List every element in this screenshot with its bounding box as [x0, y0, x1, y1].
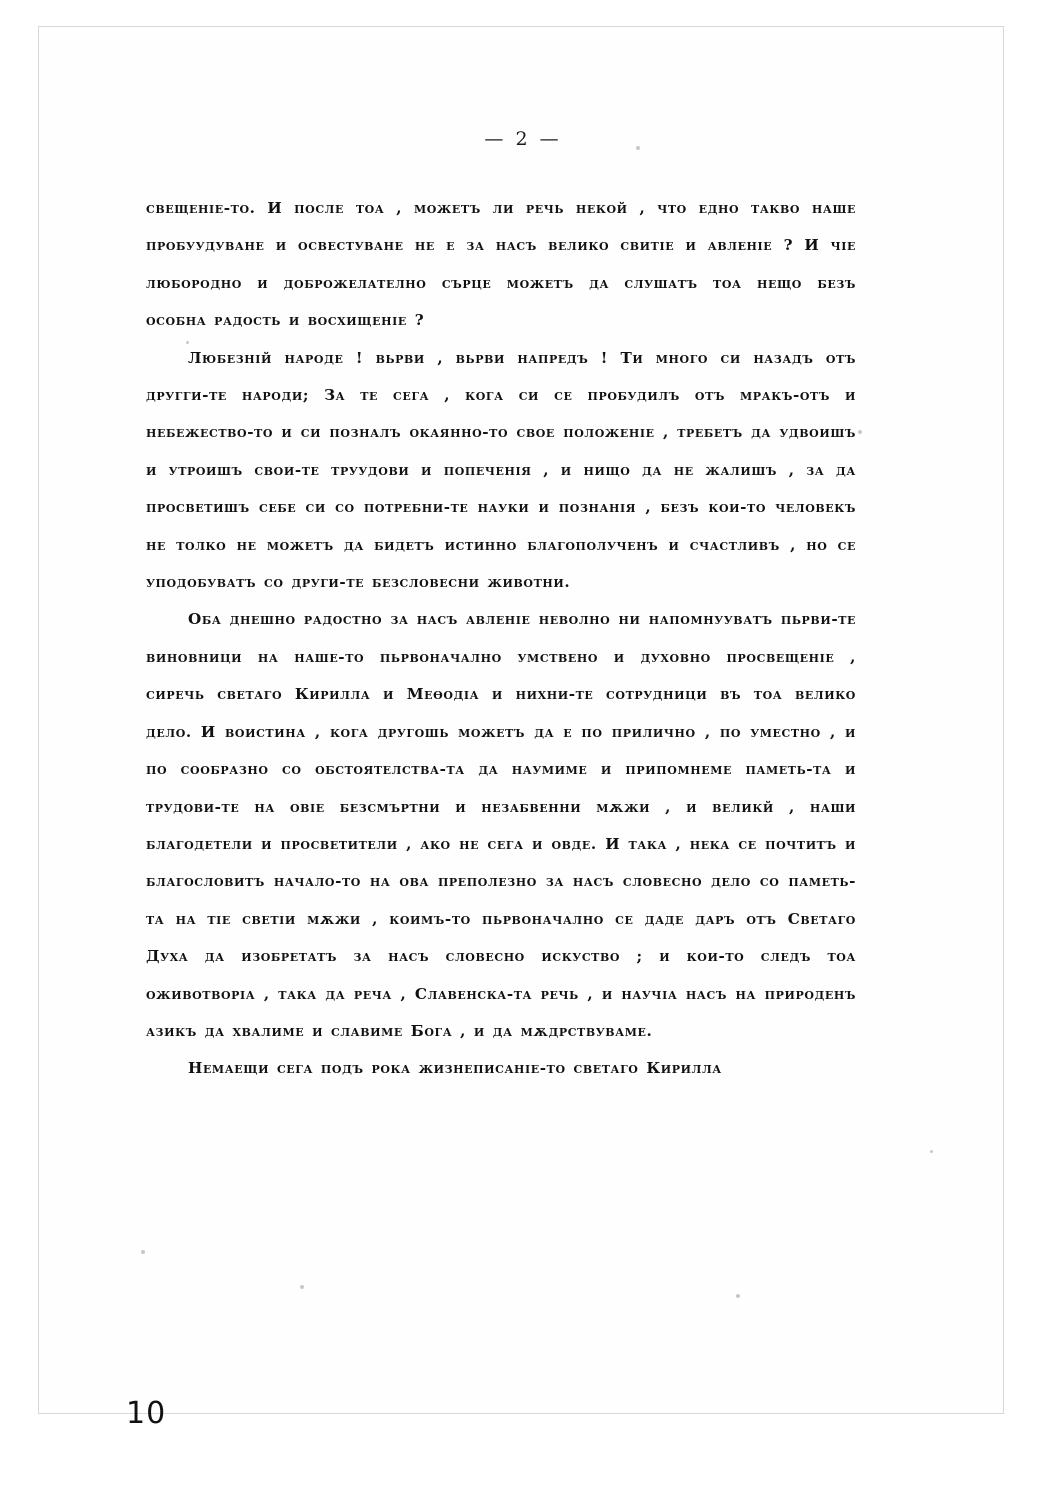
paragraph: свещеніе-то. И после тоа , можетъ ли речь некой , что едно такво наше пробуудуване и освестуване не е за насъ велико свитіе и авленіе ? И чіе любородно и доброжелателно сърце можетъ да слушатъ тоа нещо безъ особна радость и восхищеніе ? [146, 199, 856, 330]
folio-number: 10 [126, 1396, 167, 1431]
scan-speck [736, 1294, 740, 1298]
scan-speck [186, 341, 189, 344]
scan-speck [141, 1250, 145, 1254]
scan-speck [636, 146, 640, 150]
scan-speck [930, 1150, 933, 1153]
paragraph: Немаещи сега подъ рока жизнеписаніе-то светаго Кирилла [188, 1059, 722, 1078]
paragraph: Оба днешно радостно за насъ авленіе неволно ни напомнууватъ пьрви-те виновници на наше-то пьрвоначално умствено и духовно просвещеніе , сиречь светаго Кирилла и Меѳодіа и нихни-те сотрудници въ тоа велико дело. И воистина , кога другошь можетъ да е по прилично , по уместно , и по сообразно со обстоятелства-та да наумиме и припомнеме паметь-та и трудови-те на овіе безсмъртни и незабвенни мѫжи , и великй , наши благодетели и просветители , ако не сега и овде. И така , нека се почтитъ и благословитъ начало-то на ова преполезно за насъ словесно дело со паметь-та на тіе светіи мѫжи , коимъ-то пьрвоначално се даде даръ отъ Светаго Духа да изобретатъ за насъ словесно искуство ; и кои-то следъ тоа оживотворіа , така да реча , Славенска-та речь , и научіа насъ на природенъ азикъ да хвалиме и славиме Бога , и да мѫдрствуваме. [146, 610, 856, 1040]
scan-speck [858, 430, 862, 434]
body-text-block [146, 190, 856, 1088]
page-number-header: — 2 — [484, 128, 562, 150]
scan-speck [300, 1285, 304, 1289]
paragraph: Любезній народе ! вьрви , вьрви напредъ ! Ти много си назадъ отъ другги-те народи; За те сега , кога си се пробудилъ отъ мракъ-отъ и небежество-то и си позналъ окаянно-то свое положеніе , требетъ да удвоишъ и утроишъ свои-те труудови и попеченія , и нищо да не жалишъ , за да просветишъ себе си со потребни-те науки и познанія , безъ кои-то человекъ не толко не можетъ да бидетъ истинно благополученъ и счастливъ , но се уподобуватъ со други-те безсловесни животни. [146, 348, 856, 592]
